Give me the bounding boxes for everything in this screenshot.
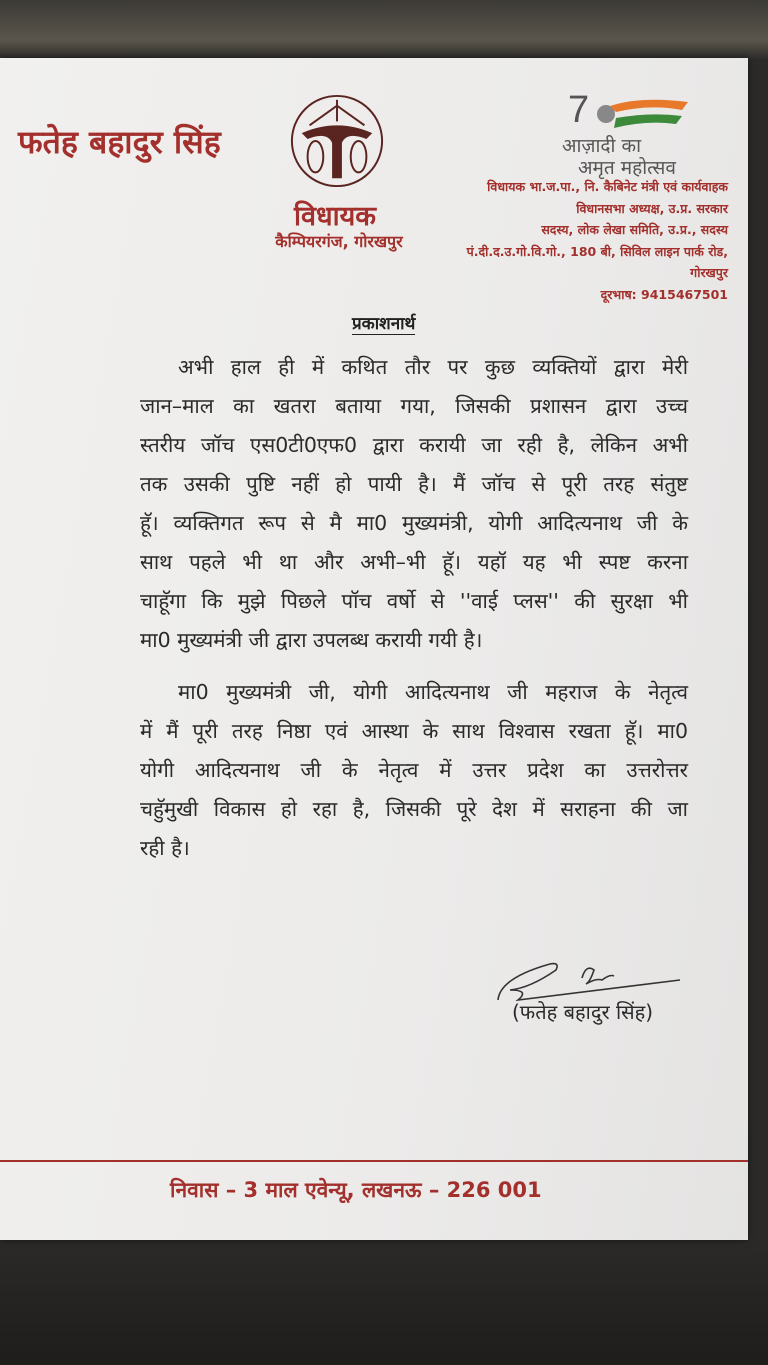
- azadi-line1: आज़ादी का: [562, 135, 641, 157]
- signatory-name: (फतेह बहादुर सिंह): [512, 1000, 654, 1024]
- heading: प्रकाशनार्थ: [352, 311, 415, 335]
- body-line: अभी हाल ही में कथित तौर पर कुछ व्यक्तियों द्वारा मेरी: [178, 355, 688, 379]
- footer-divider: [0, 1160, 748, 1162]
- designation-line: विधानसभा अध्यक्ष, उ.प्र. सरकार: [576, 200, 728, 216]
- svg-text:7: 7: [568, 89, 590, 131]
- sender-name: फतेह बहादुर सिंह: [18, 123, 221, 161]
- designation-line: विधायक भा.ज.पा., नि. कैबिनेट मंत्री एवं कार्यवाहक: [487, 179, 728, 194]
- body-line: जान–माल का खतरा बताया गया, जिसकी प्रशासन द्वारा उच्च: [140, 394, 688, 418]
- body-line: में मैं पूरी तरह निष्ठा एवं आस्था के साथ विश्वास रखता हूॅ। मा0: [140, 719, 688, 743]
- letter-body: [140, 348, 688, 868]
- letter-page: [0, 58, 748, 1240]
- paragraph-1: [140, 348, 688, 660]
- designation-line: पं.दी.द.उ.गो.वि.गो., 180 बी, सिविल लाइन पार्क रोड,: [466, 243, 728, 259]
- body-line: मा0 मुख्यमंत्री जी, योगी आदित्यनाथ जी महराज के नेतृत्व: [178, 680, 688, 704]
- body-line: योगी आदित्यनाथ जी के नेतृत्व में उत्तर प्रदेश का उत्तरोत्तर: [140, 758, 688, 782]
- body-line: रही है।: [140, 836, 190, 860]
- designation-line: सदस्य, लोक लेखा समिति, उ.प्र., सदस्य: [541, 222, 728, 237]
- body-line: हूॅ। व्यक्तिगत रूप से मै मा0 मुख्यमंत्री, योगी आदित्यनाथ जी के: [140, 511, 688, 535]
- azadi-ka-amrit-mahotsav-logo: [560, 88, 700, 179]
- designation-line: गोरखपुर: [690, 265, 728, 280]
- seventy-five-flag-icon: [560, 88, 690, 132]
- body-line: स्तरीय जॉच एस0टी0एफ0 द्वारा करायी जा रही है, लेकिन अभी: [140, 433, 688, 457]
- designation-block: [467, 176, 728, 305]
- paragraph-2: [140, 673, 688, 868]
- footer-address: निवास – 3 माल एवेन्यू, लखनऊ – 226 001: [170, 1178, 542, 1202]
- body-line: साथ पहले भी था और अभी–भी हूॅ। यहॉ यह भी स्पष्ट करना: [140, 550, 688, 574]
- azadi-line2: अमृत महोत्सव: [578, 157, 676, 179]
- up-emblem-icon: [288, 92, 386, 190]
- title: विधायक: [294, 201, 376, 232]
- body-line: मा0 मुख्यमंत्री जी द्वारा उपलब्ध करायी गयी है।: [140, 628, 483, 652]
- body-line: चाहूॅगा कि मुझे पिछले पॉच वर्षो से ''वाई प्लस'' की सुरक्षा भी: [140, 589, 688, 613]
- constituency: कैम्पियरगंज, गोरखपुर: [275, 232, 403, 251]
- body-line: तक उसकी पुष्टि नहीं हो पायी है। मैं जॉच से पूरी तरह संतुष्ट: [140, 472, 688, 496]
- body-line: चहुॅमुखी विकास हो रहा है, जिसकी पूरे देश में सराहना की जा: [140, 797, 688, 821]
- phone-number: दूरभाष: 9415467501: [600, 286, 728, 302]
